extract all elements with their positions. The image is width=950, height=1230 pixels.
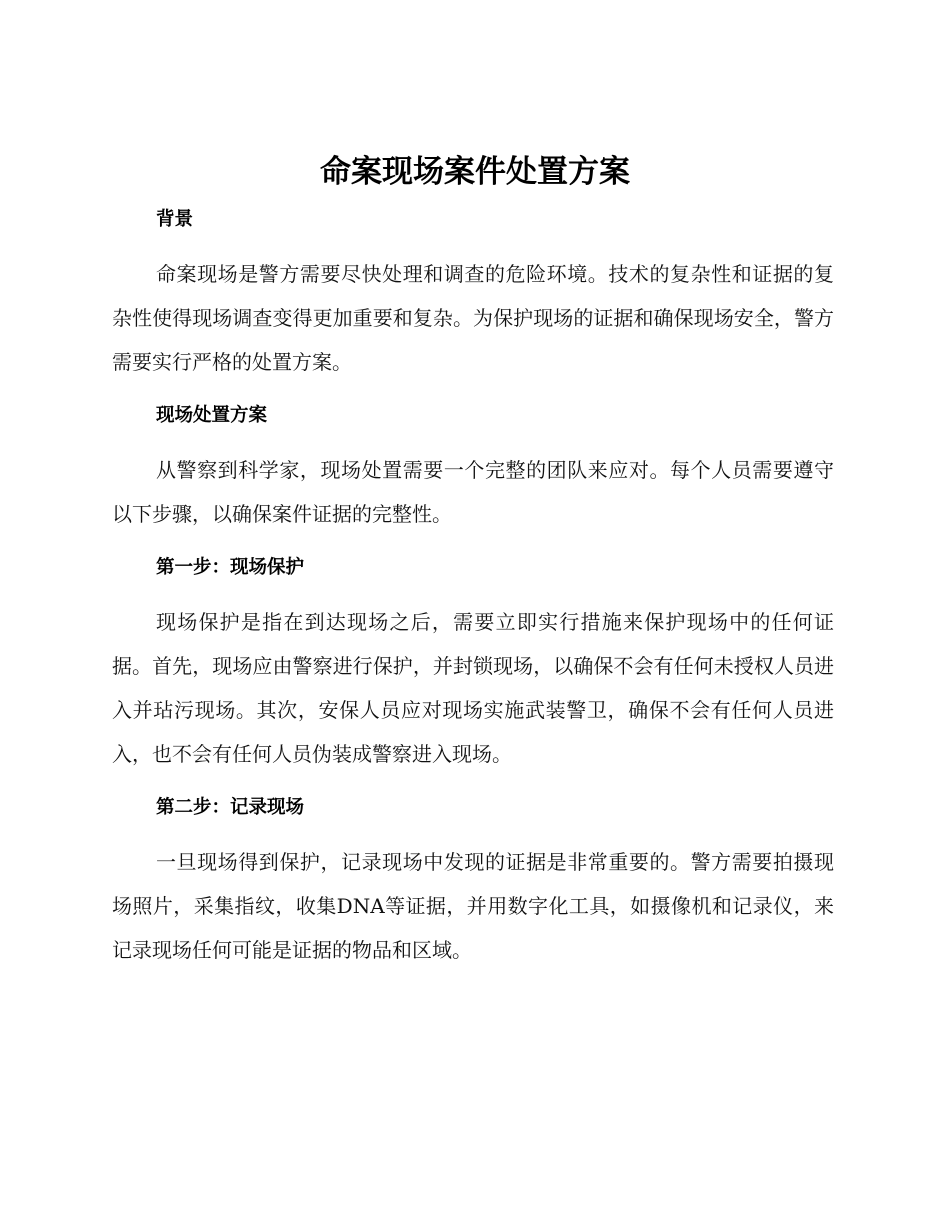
- section-paragraph-step-one: 现场保护是指在到达现场之后，需要立即实行措施来保护现场中的任何证据。首先，现场应由警察进行保护，并封锁现场，以确保不会有任何未授权人员进入并玷污现场。其次，安保人员应对现场实施武装警卫，确保不会有任何人员进入，也不会有任何人员伪装成警察进入现场。: [112, 610, 834, 766]
- section-heading-scene-plan: 现场处置方案: [156, 405, 268, 426]
- section-heading-background: 背景: [156, 209, 194, 230]
- section-paragraph-step-two: 一旦现场得到保护，记录现场中发现的证据是非常重要的。警方需要拍摄现场照片，采集指纹，收集DNA等证据，并用数字化工具，如摄像机和记录仪，来记录现场任何可能是证据的物品和区域。: [112, 850, 834, 962]
- section-heading-step-two: 第二步：记录现场: [156, 797, 305, 818]
- section-paragraph-background: 命案现场是警方需要尽快处理和调查的危险环境。技术的复杂性和证据的复杂性使得现场调查变得更加重要和复杂。为保护现场的证据和确保现场安全，警方需要实行严格的处置方案。: [112, 262, 834, 374]
- document-title: 命案现场案件处置方案: [320, 154, 630, 190]
- document-body: [112, 198, 834, 972]
- section-heading-step-one: 第一步：现场保护: [156, 557, 305, 578]
- section-paragraph-scene-plan: 从警察到科学家，现场处置需要一个完整的团队来应对。每个人员需要遵守以下步骤，以确保案件证据的完整性。: [112, 458, 834, 526]
